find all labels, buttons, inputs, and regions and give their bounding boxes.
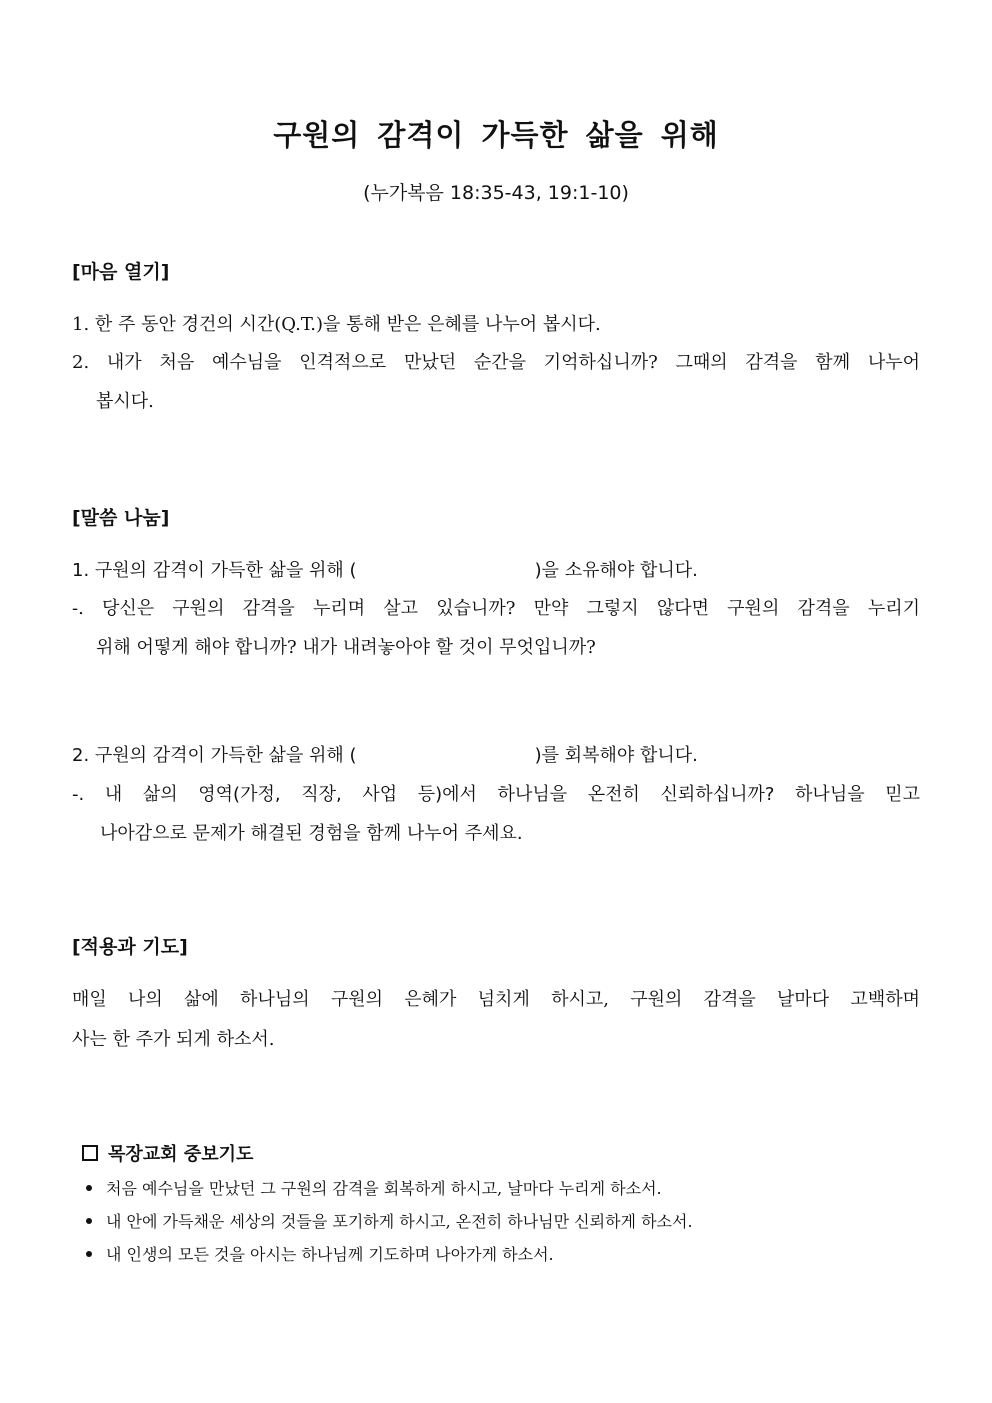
intercession-item: [86, 1209, 693, 1232]
section-heading-application-prayer: [적용과 기도]: [72, 936, 188, 958]
section-heading-word-sharing: [말씀 나눔]: [72, 507, 170, 529]
intercession-item-text: 내 안에 가득채운 세상의 것들을 포기하게 하시고, 온전히 하나님만 신뢰하게 하소서.: [106, 1212, 693, 1231]
intercession-item-text: 내 인생의 모든 것을 아시는 하나님께 기도하며 나아가게 하소서.: [106, 1245, 554, 1264]
word-point-2-start: 2. 구원의 감격이 가득한 삶을 위해 (: [72, 745, 357, 766]
word-question-2-line-2: 나아감으로 문제가 해결된 경험을 함께 나누어 주세요.: [100, 823, 523, 844]
intercession-item: [86, 1242, 554, 1265]
intercession-item: [86, 1176, 662, 1199]
open-heart-question-2-line-1: 2. 내가 처음 예수님을 인격적으로 만났던 순간을 기억하십니까? 그때의 감격을 함께 나누어: [72, 352, 920, 373]
application-prayer-line-1: 매일 나의 삶에 하나님의 구원의 은혜가 넘치게 하시고, 구원의 감격을 날마다 고백하며: [72, 989, 920, 1010]
open-heart-question-2-line-2: 봅시다.: [96, 391, 154, 412]
application-prayer-line-2: 사는 한 주가 되게 하소서.: [72, 1029, 275, 1050]
word-point-2-end: )를 회복해야 합니다.: [534, 745, 698, 766]
scripture-reference: (누가복음 18:35-43, 19:1-10): [363, 182, 629, 204]
intercession-item-text: 처음 예수님을 만났던 그 구원의 감격을 회복하게 하시고, 날마다 누리게 하소서.: [106, 1179, 662, 1198]
bullet-dot-icon: [86, 1251, 92, 1257]
word-point-1-start: 1. 구원의 감격이 가득한 삶을 위해 (: [72, 560, 357, 581]
word-question-1-line-2: 위해 어떻게 해야 합니까? 내가 내려놓아야 할 것이 무엇입니까?: [96, 637, 596, 658]
page-title: 구원의 감격이 가득한 삶을 위해: [273, 118, 719, 152]
word-point-2: [72, 741, 920, 767]
intercession-heading-text: 목장교회 중보기도: [108, 1144, 254, 1165]
checkbox-square-icon: [82, 1145, 98, 1161]
word-question-2-line-1: -. 내 삶의 영역(가정, 직장, 사업 등)에서 하나님을 온전히 신뢰하십니까? 하나님을 믿고: [72, 784, 920, 805]
section-heading-open-heart: [마음 열기]: [72, 261, 170, 283]
word-point-1-end: )을 소유해야 합니다.: [534, 560, 698, 581]
open-heart-question-1: 1. 한 주 동안 경건의 시간(Q.T.)을 통해 받은 은혜를 나누어 봅시다.: [72, 314, 601, 335]
bullet-dot-icon: [86, 1185, 92, 1191]
word-question-1-line-1: -. 당신은 구원의 감격을 누리며 살고 있습니까? 만약 그렇지 않다면 구원의 감격을 누리기: [72, 598, 920, 619]
word-point-1: [72, 556, 920, 582]
bullet-dot-icon: [86, 1218, 92, 1224]
intercession-heading: [82, 1140, 253, 1166]
